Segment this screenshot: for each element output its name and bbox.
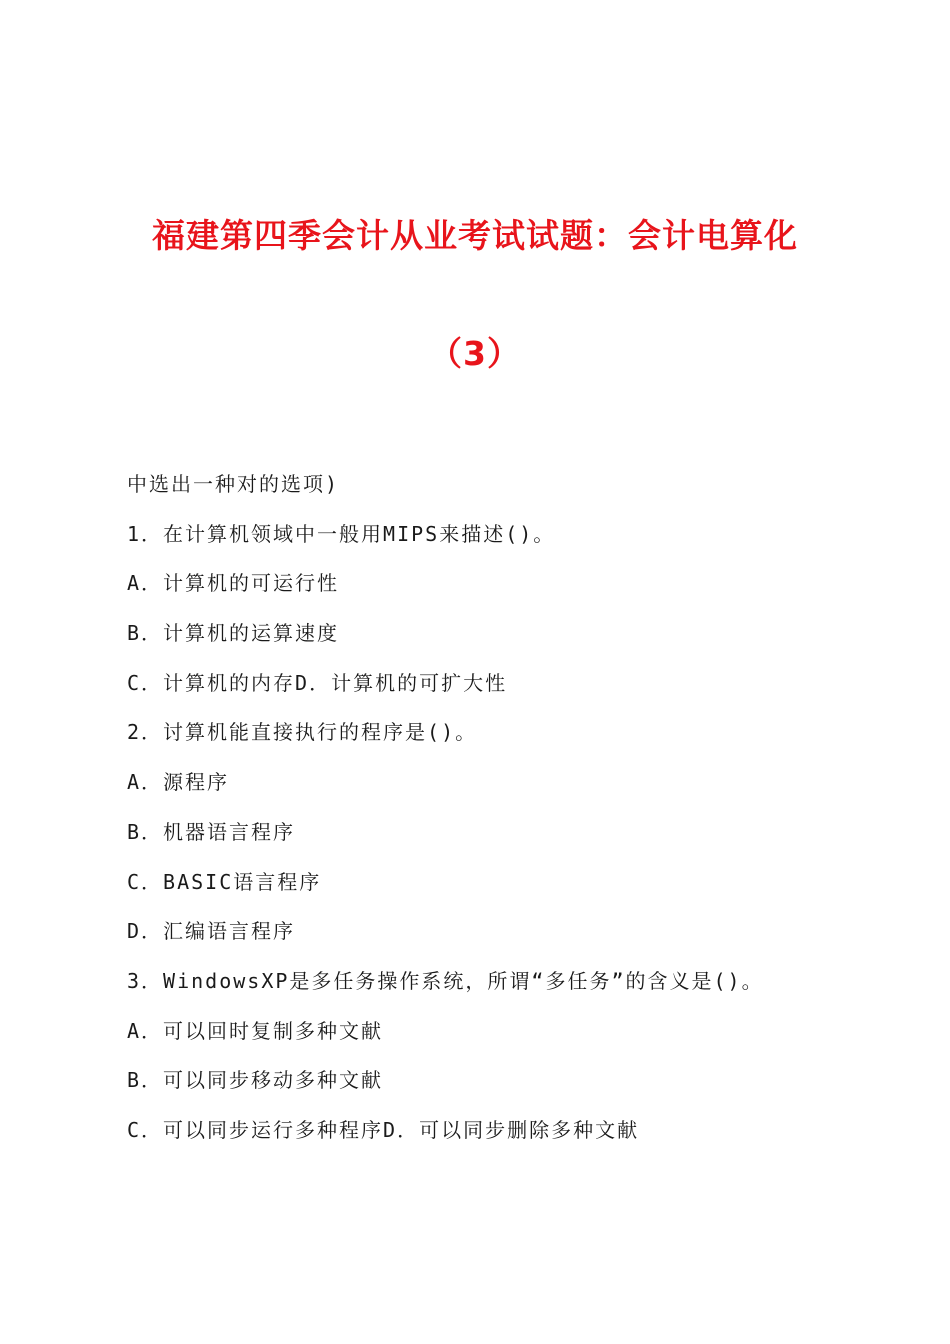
- document-title: 福建第四季会计从业考试试题：会计电算化: [152, 216, 798, 255]
- question-2-option-b: B．机器语言程序: [127, 819, 296, 844]
- question-2-option-a: A．源程序: [127, 770, 230, 795]
- question-1: 1．在计算机领域中一般用MIPS来描述()。: [127, 521, 556, 546]
- question-3-option-b: B．可以同步移动多种文献: [127, 1068, 384, 1093]
- document-title-part: （3）: [429, 334, 521, 373]
- intro-line: 中选出一种对的选项): [127, 472, 340, 496]
- question-2-option-c: C．BASIC语言程序: [127, 869, 322, 894]
- question-2-option-d: D．汇编语言程序: [127, 919, 296, 944]
- question-list: [127, 466, 847, 1162]
- question-3-option-a: A．可以回时复制多种文献: [127, 1018, 384, 1043]
- question-2: 2．讨算机能直接执行的程序是()。: [127, 720, 478, 745]
- question-1-option-a: A．计算机的可运行性: [127, 571, 340, 596]
- question-3: 3．WindowsXP是多任务操作系统，所谓“多任务”的含义是()。: [127, 968, 764, 993]
- question-1-option-c-d: C．计算机的内存D．计算机的可扩大性: [127, 670, 508, 695]
- question-1-option-b: B．计算机的运算速度: [127, 621, 340, 646]
- question-3-option-c-d: C．可以同步运行多种程序D．可以同步删除多种文献: [127, 1117, 640, 1142]
